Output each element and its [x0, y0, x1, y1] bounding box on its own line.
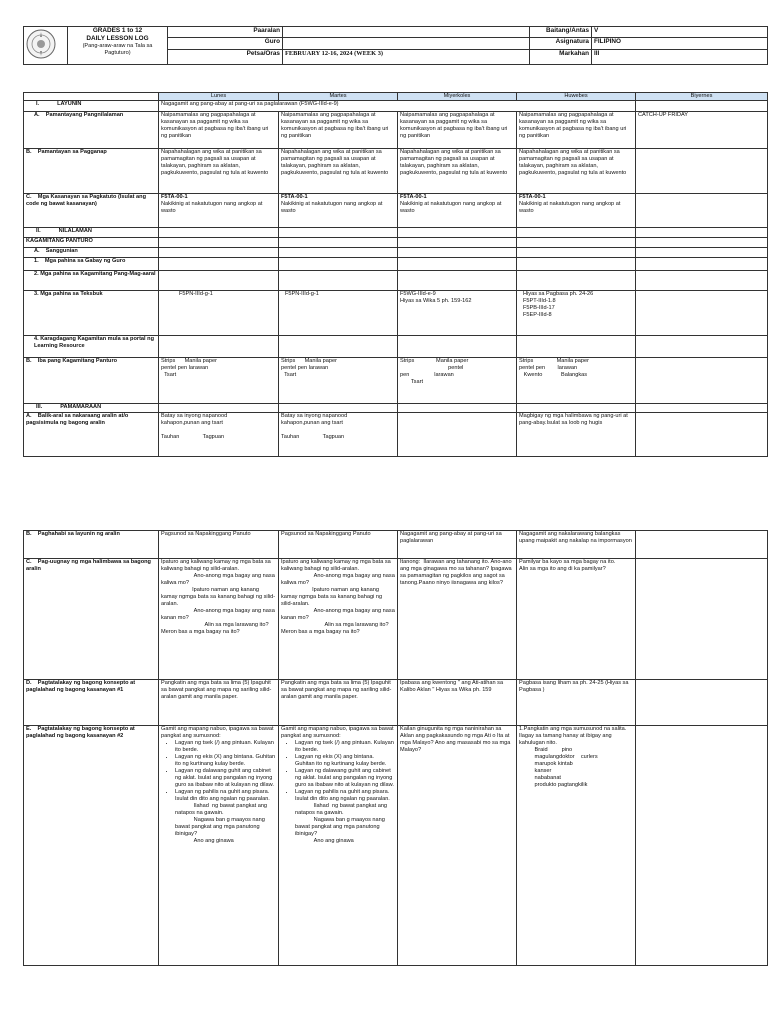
row-label-pagtatalakay-1: D. Pagtatalakay ng bagong konsepto at paglalahad ng bagong kasanayan #1	[24, 680, 159, 726]
cell-a-mon: Naipamamalas ang pagpapahalaga at kasanayan sa paggamit ng wika sa komunikasyon at pagbasa ng iba't ibang uri ng panitikan	[159, 112, 279, 149]
line: Batay sa inyong napanood	[161, 413, 228, 419]
cell-c2-mon	[159, 559, 279, 680]
cell-c-tue	[279, 194, 398, 228]
deped-seal-icon	[26, 29, 56, 59]
cell-b2-mon: Pagsunod sa Napakinggang Panuto	[159, 531, 279, 559]
label-paaralan: Paaralan	[168, 27, 283, 38]
line: Tsart	[161, 372, 177, 378]
empty	[517, 404, 636, 413]
list-item: • Lagyan ng dalawang guhit ang cabinet ng aklat. Isulat ang pangalan ng inyong guro sa ibabaw nito at kulayan ng dilaw.	[175, 768, 276, 789]
empty	[398, 271, 517, 291]
line: Batay sa inyong napanood	[281, 413, 348, 419]
line	[161, 427, 276, 434]
line: Ano-anong mga bagay ang nasa kanan mo?	[161, 608, 275, 621]
text: Nakikinig at nakatutugon nang angkop at wasto	[519, 201, 621, 214]
empty	[636, 228, 768, 238]
empty	[398, 404, 517, 413]
line: produkto pagtangkilik	[519, 782, 588, 788]
label-asignatura: Asignatura	[530, 38, 592, 49]
row-label-sanggunian: A. Sanggunian	[24, 248, 159, 258]
day-header-blank	[24, 93, 159, 101]
line: Strips Manila paper	[281, 358, 337, 364]
cell-c-mon	[159, 194, 279, 228]
empty	[159, 228, 279, 238]
empty	[636, 238, 768, 248]
e-intro: Gamit ang mapang nabuo, ipagawa sa bawat pangkat ang sumusnod:	[281, 726, 394, 739]
line: Ano ang ginawa	[295, 838, 354, 844]
empty	[279, 228, 398, 238]
layunin-text	[159, 101, 636, 112]
empty	[398, 248, 517, 258]
row-label-iba-pang: B. Iba pang Kagamitang Panturo	[24, 358, 159, 404]
line: Tsart	[400, 379, 423, 385]
tek-thu-1: F5PT-IIId-1.8	[523, 298, 556, 304]
cell-b-tue: Napahahalagan ang wika at panitikan sa pamamagitan ng pagsali sa usapan at talakayan, paghiram sa aklatan, pagkukuwento, pagsulat ng tula at kuwento	[279, 149, 398, 194]
label-baitang: Baitang/Antas	[530, 27, 592, 38]
empty	[636, 559, 768, 680]
line: Ano ang ginawa	[175, 838, 234, 844]
line: Strips Manila paper	[400, 358, 469, 364]
cell-iba-wed	[398, 358, 517, 404]
line: magulangdoktor curlers	[519, 754, 598, 760]
pam-label: PAMAMARAAN	[60, 404, 102, 410]
row-label-balik-aral: A. Balik-aral sa nakaraang aralin at/o pagsisimula ng bagong aralin	[24, 413, 159, 457]
row-label-karagdagang: 4. Karagdagang Kagamitan mula sa portal ng Learning Resource	[24, 336, 159, 358]
line: Braid pino	[519, 747, 573, 753]
cell-c2-tue	[279, 559, 398, 680]
code: F5TA-00-1	[400, 194, 427, 200]
line: pentel pen larawan	[161, 365, 209, 371]
value-petsa: FEBRUARY 12-16, 2024 (WEEK 3)	[283, 49, 530, 64]
e-intro: Gamit ang mapang nabuo, ipagawa sa bawat pangkat ang sumusnod:	[161, 726, 274, 739]
value-paaralan	[283, 27, 530, 38]
empty	[279, 258, 398, 271]
line: Nagawa ban g maayos nang bawat pangkat ang mga panutong ibinigay?	[295, 817, 385, 837]
empty	[159, 248, 279, 258]
empty	[159, 238, 279, 248]
header-table	[23, 26, 768, 65]
empty	[636, 531, 768, 559]
cell-b2-wed: Nagagamit ang pang-abay at pang-uri sa paglalarawan	[398, 531, 517, 559]
day-biyernes: Biyernes	[636, 93, 768, 101]
header-title2: DAILY LESSON LOG	[86, 35, 149, 42]
line: Ipaturo ang kaliwang kamay ng mga bata sa kaliwang bahagi ng silid-aralan.	[281, 559, 391, 572]
lesson-table-top	[23, 92, 768, 457]
day-huwebes: Huwebes	[517, 93, 636, 101]
code: F5TA-00-1	[281, 194, 308, 200]
nil-label: NILALAMAN	[58, 228, 92, 234]
line: kahapon,punan ang tsart	[161, 420, 223, 426]
line: Nagawa ban g maayos nang bawat pangkat ang mga panutong ibinigay?	[175, 817, 265, 837]
line: Tsart	[281, 372, 297, 378]
line: pentel pen larawan	[281, 365, 329, 371]
cell-tek-thu	[517, 291, 636, 336]
cell-e-tue	[279, 726, 398, 966]
line: Ipaturo ang kaliwang kamay ng mga bata sa kaliwang bahagi ng silid-aralan.	[161, 559, 271, 572]
value-baitang: V	[592, 27, 768, 38]
e-list	[161, 740, 276, 803]
value-markahan: III	[592, 49, 768, 64]
cell-tek-wed	[398, 291, 517, 336]
empty	[517, 248, 636, 258]
line: Pamilyar ba kayo sa mga bagay na ito.	[519, 559, 616, 565]
empty	[398, 238, 517, 248]
cell-c-wed	[398, 194, 517, 228]
row-label-teksbuk: 3. Mga pahina sa Teksbuk	[24, 291, 159, 336]
line: Alin sa mga ito ang di ka pamilyar?	[519, 566, 606, 572]
cell-d-mon: Pangkatin ang mga bata sa lima (5) Ipaguhit sa bawat pangkat ang mapa ng sariling silid-aralan gamit ang manila paper.	[159, 680, 279, 726]
empty	[636, 336, 768, 358]
day-martes: Martes	[279, 93, 398, 101]
section-pamamaraan	[24, 404, 159, 413]
cell-d-tue: Pangkatin ang mga bata sa lima (5) Ipaguhit sa bawat pangkat ang mapa ng sariling silid-aralan gamit ang manila paper.	[279, 680, 398, 726]
empty	[636, 291, 768, 336]
tek-thu-3: F5EP-IIId-8	[523, 312, 552, 318]
line: pentel pen larawan	[519, 365, 578, 371]
list-item: • Lagyan ng ekis (X) ang bintana. Guhitan ito ng kurtinang kulay berde.	[175, 754, 276, 768]
cell-b-wed: Napahahalagan ang wika at panitikan sa pamamagitan ng pagsali sa usapan at talakayan, paghiram sa aklatan, pagkukuwento, pagsulat ng tula at kuwento	[398, 149, 517, 194]
line: 1.Pangkatin ang mga sumusunod na salita. Ilagay sa tamang hanay at ibigay ang kahulugan nito.	[519, 726, 627, 746]
row-label-pamantayan-pagganap: B. Pamantayan sa Pagganap	[24, 149, 159, 194]
empty	[398, 258, 517, 271]
cell-e-wed: Kailan ginugunita ng mga naninirahan sa Aklan ang pagkakasundo ng mga Ati o Ita at mga Malayo? Ano ang masasabi mo sa mga Malayo?	[398, 726, 517, 966]
line: Ano-anong mga bagay ang nasa kaliwa mo?	[161, 573, 275, 586]
cell-iba-mon	[159, 358, 279, 404]
empty	[398, 413, 517, 457]
cell-d-thu: Pagbasa isang liham sa ph. 24-25 (Hiyas sa Pagbasa )	[517, 680, 636, 726]
tek-mon: F5PN-IIId-g-1	[179, 291, 213, 297]
empty	[279, 248, 398, 258]
pam-num: III.	[36, 404, 43, 410]
empty	[517, 228, 636, 238]
cell-a-wed: Naipamamalas ang pagpapahalaga at kasanayan sa paggamit ng wika sa komunikasyon at pagbasa ng iba't ibang uri ng panitikan	[398, 112, 517, 149]
empty	[636, 271, 768, 291]
list-item: • Lagyan ng tsek (/) ang pintuan. Kulayan ito berde.	[175, 740, 276, 754]
line: Ano-anong mga bagay ang nasa kaliwa mo?	[281, 573, 395, 586]
nil-num: II.	[36, 228, 41, 234]
list-item: • Lagyan ng pahilis na guhit ang pisara. Isulat din dito ang ngalan ng paaralan.	[295, 789, 395, 803]
empty	[159, 271, 279, 291]
empty	[279, 336, 398, 358]
code: F5TA-00-1	[519, 194, 546, 200]
line: Strips Manila paper	[519, 358, 589, 364]
cell-balik-thu: Magbigay ng mga halimbawa ng pang-uri at pang-abay.Isulat sa loob ng hugis	[517, 413, 636, 457]
cell-b-fri	[636, 149, 768, 194]
cell-iba-thu	[517, 358, 636, 404]
section-layunin-label: LAYUNIN	[57, 101, 82, 107]
empty	[517, 238, 636, 248]
layunin-text-value: Nagagamit ang pang-abay at pang-uri sa paglalarawan (F5WG-IIId-e-9)	[161, 101, 339, 107]
cell-iba-tue	[279, 358, 398, 404]
line: Tauhan Tagpuan	[281, 434, 345, 440]
empty	[636, 258, 768, 271]
list-item: • Lagyan ng pahilis na guhit ang pisara. Isulat din dito ang ngalan ng paaralan.	[175, 789, 276, 803]
empty	[636, 413, 768, 457]
cell-d-wed: Ipabasa ang kwentong " ang Ati-atihan sa Kalibo Aklan " Hiyas sa Wika ph. 159	[398, 680, 517, 726]
tek-thu-0: Hiyas sa Pagbasa ph. 24-26	[523, 291, 594, 297]
line: marupok kintab	[519, 761, 573, 767]
cell-tek-mon	[159, 291, 279, 336]
cell-c2-thu	[517, 559, 636, 680]
header-title1: GRADES 1 to 12	[92, 27, 143, 34]
section-nilalaman	[24, 228, 159, 238]
kag-label: KAGAMITANG PANTURO	[26, 238, 93, 244]
empty	[279, 271, 398, 291]
empty	[636, 726, 768, 966]
line: pen larawan	[400, 372, 454, 378]
line: pentel	[400, 365, 464, 371]
row-label-paghahabi: B. Paghahabi sa layunin ng aralin	[24, 531, 159, 559]
tek-wed-1: Hiyas sa Wika 5 ph. 159-162	[400, 298, 472, 304]
label-markahan: Markahan	[530, 49, 592, 64]
deped-seal-cell	[24, 27, 68, 65]
empty	[279, 404, 398, 413]
day-lunes: Lunes	[159, 93, 279, 101]
cell-b2-tue: Pagsunod sa Napakinggang Panuto	[279, 531, 398, 559]
cell-balik-mon	[159, 413, 279, 457]
cell-b-mon: Napahahalagan ang wika at panitikan sa pamamagitan ng pagsali sa usapan at talakayan, paghiram sa aklatan, pagkukuwento, pagsulat ng tula at kuwento	[159, 149, 279, 194]
empty	[279, 238, 398, 248]
day-miyerkoles: Miyerkoles	[398, 93, 517, 101]
e-list	[281, 740, 395, 803]
row-label-pagtatalakay-2: E. Pagtatalakay ng bagong konsepto at paglalahad ng bagong kasanayan #2	[24, 726, 159, 966]
label-petsa: Petsa/Oras	[168, 49, 283, 64]
cell-balik-tue	[279, 413, 398, 457]
empty	[398, 336, 517, 358]
line: nababanat	[519, 775, 561, 781]
empty	[159, 404, 279, 413]
label-guro: Guro	[168, 38, 283, 49]
line: Ilahad ng bawat pangkat ang natapos na gawain.	[175, 803, 268, 816]
empty	[517, 336, 636, 358]
empty	[636, 248, 768, 258]
empty	[636, 358, 768, 404]
lesson-table-bottom	[23, 530, 768, 966]
cell-e-mon	[159, 726, 279, 966]
empty	[636, 404, 768, 413]
row-label-kasanayan: C. Mga Kasanayan sa Pagkatuto (Isulat ang code ng bawat kasanayan)	[24, 194, 159, 228]
list-item: • Lagyan ng dalawang guhit ang cabinet ng aklat. Isulat ang pangalan ng inyong guro sa ibabaw nito at kulayan ng dilaw.	[295, 768, 395, 789]
cell-e-thu	[517, 726, 636, 966]
empty	[517, 258, 636, 271]
cell-c-thu	[517, 194, 636, 228]
empty	[159, 258, 279, 271]
empty	[159, 336, 279, 358]
cell-a-tue: Naipamamalas ang pagpapahalaga at kasanayan sa paggamit ng wika sa komunikasyon at pagbasa ng iba't ibang uri ng panitikan	[279, 112, 398, 149]
row-label-pamantayang-pangnilalaman: A. Pamantayang Pangnilalaman	[24, 112, 159, 149]
line: kanser	[519, 768, 552, 774]
empty	[636, 680, 768, 726]
section-layunin	[24, 101, 159, 112]
text: Nakikinig at nakatutugon nang angkop at wasto	[400, 201, 502, 214]
row-label-pag-uugnay: C. Pag-uugnay ng mga halimbawa sa bagong aralin	[24, 559, 159, 680]
text: Nakikinig at nakatutugon nang angkop at wasto	[281, 201, 383, 214]
line: Strips Manila paper	[161, 358, 217, 364]
row-label-gabay-guro: 1. Mga pahina sa Gabay ng Guro	[24, 258, 159, 271]
value-asignatura: FILIPINO	[592, 38, 768, 49]
line	[281, 427, 395, 434]
line: Alin sa mga larawang ito? Meron bas a mga bagay na ito?	[161, 622, 269, 635]
list-item: • Lagyan ng tsek (/) ang pintuan. Kulayan ito berde.	[295, 740, 395, 754]
line: Ilahad ng bawat pangkat ang natapos na gawain.	[295, 803, 388, 816]
text: Nakikinig at nakatutugon nang angkop at wasto	[161, 201, 263, 214]
layunin-fri	[636, 101, 768, 112]
cell-tek-tue	[279, 291, 398, 336]
line: Alin sa mga larawang ito? Meron bas a mga bagay na ito?	[281, 622, 389, 635]
cell-a-thu: Naipamamalas ang pagpapahalaga at kasanayan sa paggamit ng wika sa komunikasyon at pagbasa ng iba't ibang uri ng panitikan	[517, 112, 636, 149]
cell-c-fri	[636, 194, 768, 228]
line: Tauhan Tagpuan	[161, 434, 225, 440]
header-title3: (Pang-araw-araw na Tala sa Pagtuturo)	[82, 43, 153, 56]
cell-catch-up-friday: CATCH-UP FRIDAY	[636, 112, 768, 149]
value-guro	[283, 38, 530, 49]
line: Ipaturo naman ang kanang kamay ngmga bata sa kanang bahagi ng silid-aralan.	[161, 587, 276, 607]
code: F5TA-00-1	[161, 194, 188, 200]
tek-thu-2: F5PB-IIId-17	[523, 305, 555, 311]
line: Ipaturo naman ang kanang kamay ngmga bata sa kanang bahagi ng silid-aralan.	[281, 587, 383, 607]
section-layunin-num: I.	[36, 101, 40, 107]
list-item: • Lagyan ng ekis (X) ang bintana. Guhitan ito ng kurtinang kulay berde.	[295, 754, 395, 768]
row-label-kagamitang-mag-aaral: 2. Mga pahina sa Kagamitang Pang-Mag-aaral	[24, 271, 159, 291]
section-kagamitang-panturo	[24, 238, 159, 248]
header-title-cell	[68, 27, 168, 65]
line: Ano-anong mga bagay ang nasa kanan mo?	[281, 608, 395, 621]
cell-b-thu: Napahahalagan ang wika at panitikan sa pamamagitan ng pagsali sa usapan at talakayan, paghiram sa aklatan, pagkukuwento, pagsulat ng tula at kuwento	[517, 149, 636, 194]
empty	[398, 228, 517, 238]
cell-b2-thu: Nagagamit ang nakalarawang balangkas upang maipakit ang nakalap na impormasyon	[517, 531, 636, 559]
tek-tue: F5PN-IIId-g-1	[285, 291, 319, 297]
empty	[517, 271, 636, 291]
cell-c2-wed: Itanong: Ilarawan ang tahanang ito. Ano-ano ang mga ginagawa mo sa tahanan? Ipagawa sa pamamagitan ng pagkilos ang sagot sa tanong.Paano ninyo iisnagawa ang kilos?	[398, 559, 517, 680]
line: Kwento Balangkas	[519, 372, 588, 378]
line: kahapon,punan ang tsart	[281, 420, 343, 426]
tek-wed-0: F5WG-IIId-e-9	[400, 291, 436, 297]
